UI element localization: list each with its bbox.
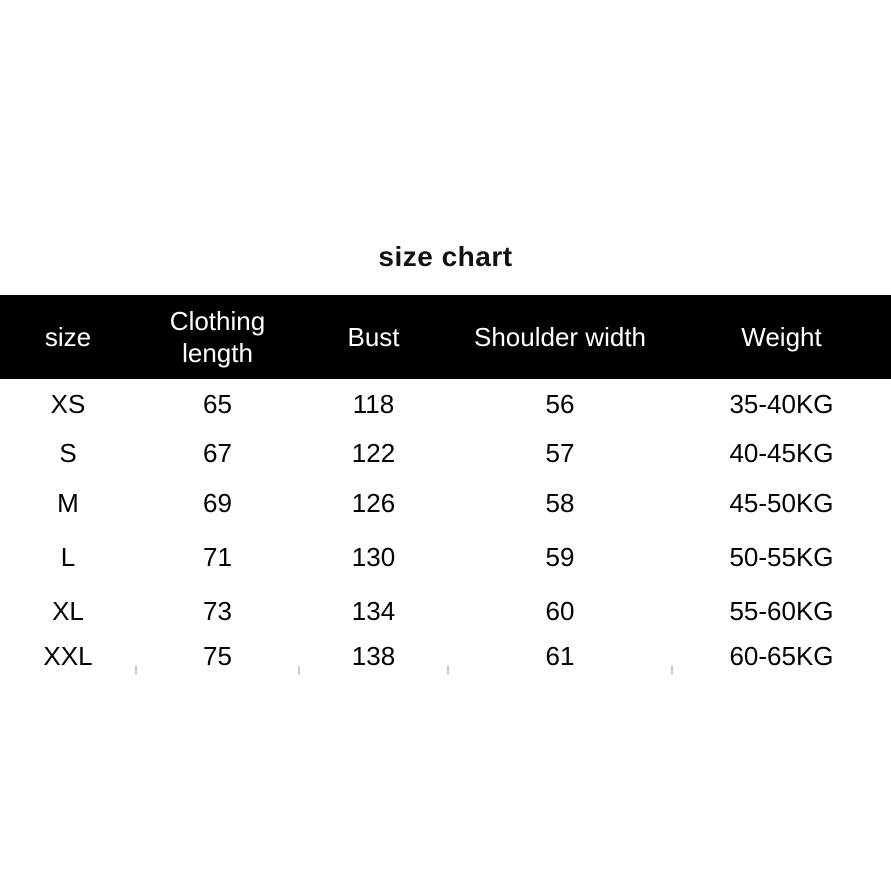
table-cell: 40-45KG bbox=[729, 437, 834, 468]
column-divider-tick bbox=[447, 666, 449, 675]
page-title: size chart bbox=[378, 241, 513, 272]
table-cell: 75 bbox=[203, 640, 232, 671]
table-cell: 60-65KG bbox=[729, 640, 834, 671]
table-body bbox=[0, 379, 891, 676]
table-cell: 130 bbox=[351, 542, 396, 572]
table-row bbox=[0, 477, 891, 529]
column-header-size: size bbox=[44, 322, 92, 352]
table-cell: 122 bbox=[351, 437, 396, 468]
table-cell: 67 bbox=[203, 437, 232, 468]
column-header-bust: Bust bbox=[347, 322, 400, 352]
table-cell: M bbox=[57, 487, 79, 518]
table-cell: 35-40KG bbox=[729, 388, 834, 419]
table-cell: 126 bbox=[351, 487, 396, 518]
table-cell: 57 bbox=[545, 437, 575, 468]
table-cell: 65 bbox=[203, 388, 232, 419]
table-cell: 69 bbox=[203, 487, 232, 518]
column-header-clothing-length: Clothing length bbox=[169, 306, 266, 368]
table-cell: 134 bbox=[351, 595, 396, 626]
table-cell: 73 bbox=[203, 595, 232, 626]
table-cell: 71 bbox=[203, 542, 232, 572]
table-cell: XS bbox=[50, 388, 86, 419]
table-row bbox=[0, 429, 891, 477]
column-header-shoulder-width: Shoulder width bbox=[474, 322, 646, 352]
table-cell: S bbox=[59, 437, 77, 468]
table-row bbox=[0, 379, 891, 429]
table-row bbox=[0, 586, 891, 636]
column-divider-tick bbox=[671, 666, 673, 675]
table-cell: L bbox=[60, 542, 76, 572]
table-header-row bbox=[0, 295, 891, 379]
table-cell: 55-60KG bbox=[729, 595, 834, 626]
column-header-weight: Weight bbox=[741, 322, 822, 352]
table-cell: 138 bbox=[351, 640, 396, 671]
table-cell: XXL bbox=[43, 640, 93, 671]
table-cell: 45-50KG bbox=[729, 487, 834, 518]
table-row bbox=[0, 529, 891, 586]
table-cell: 60 bbox=[545, 595, 575, 626]
table-cell: 59 bbox=[545, 542, 575, 572]
table-cell: 61 bbox=[545, 640, 575, 671]
size-table bbox=[0, 295, 891, 676]
table-cell: 58 bbox=[545, 487, 575, 518]
column-divider-tick bbox=[135, 666, 137, 675]
table-cell: 56 bbox=[545, 388, 575, 419]
column-divider-tick bbox=[298, 666, 300, 675]
table-row bbox=[0, 636, 891, 676]
table-cell: XL bbox=[52, 595, 84, 626]
table-cell: 118 bbox=[352, 388, 395, 419]
table-cell: 50-55KG bbox=[729, 542, 834, 572]
